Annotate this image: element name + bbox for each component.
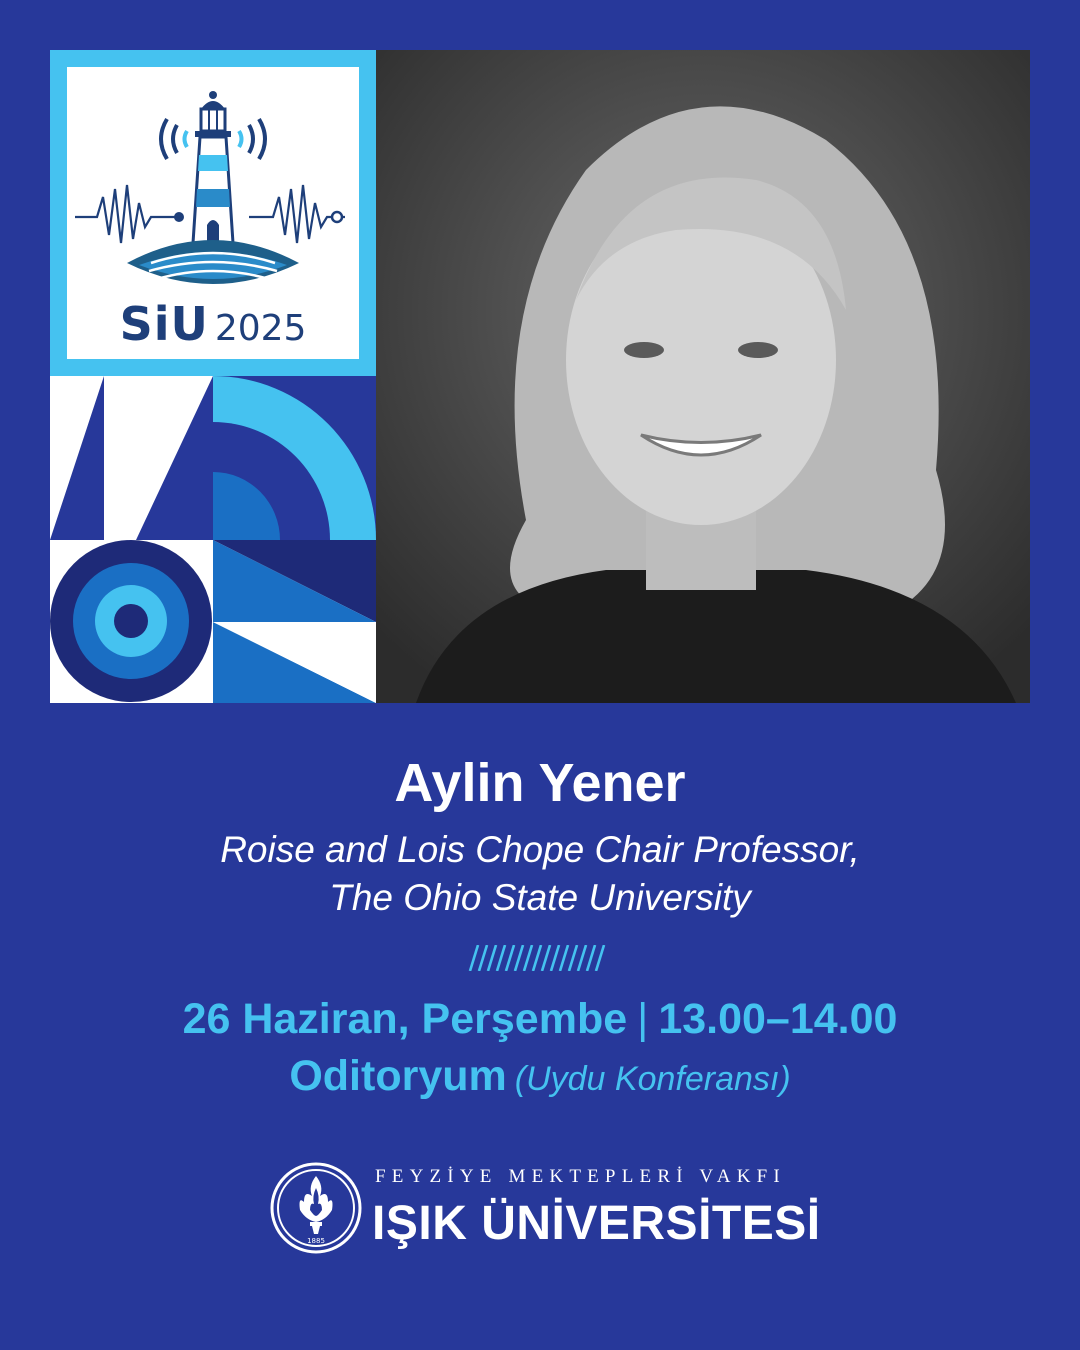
speaker-photo — [376, 50, 1030, 703]
event-date: 26 Haziran, Perşembe — [182, 995, 628, 1043]
logo-year: 2025 — [214, 308, 307, 349]
speaker-title-line1: Roise and Lois Chope Chair Professor, — [220, 829, 860, 870]
hatched-divider — [468, 945, 612, 971]
speaker-name: Aylin Yener — [394, 753, 686, 813]
university-name: IŞIK ÜNİVERSİTESİ — [372, 1197, 821, 1250]
logo-wordmark — [67, 297, 359, 351]
event-venue: Oditoryum — [289, 1052, 507, 1100]
geometric-pattern — [50, 376, 376, 703]
event-time: 13.00–14.00 — [658, 995, 898, 1043]
university-emblem-icon — [270, 1162, 362, 1254]
event-separator: | — [637, 995, 649, 1043]
university-foundation: FEYZİYE MEKTEPLERİ VAKFI — [375, 1166, 786, 1187]
speaker-title-line2: The Ohio State University — [329, 877, 751, 918]
logo-acronym: SiU — [119, 297, 209, 351]
event-datetime — [0, 992, 1080, 1046]
speaker-affiliation — [0, 826, 1080, 922]
logo-panel — [67, 67, 359, 359]
event-location — [0, 1048, 1080, 1114]
portrait-placeholder — [376, 50, 1030, 703]
siu-2025-logo — [50, 50, 376, 376]
emblem-year: 1885 — [307, 1237, 325, 1245]
event-venue-note: (Uydu Konferansı) — [514, 1060, 791, 1098]
